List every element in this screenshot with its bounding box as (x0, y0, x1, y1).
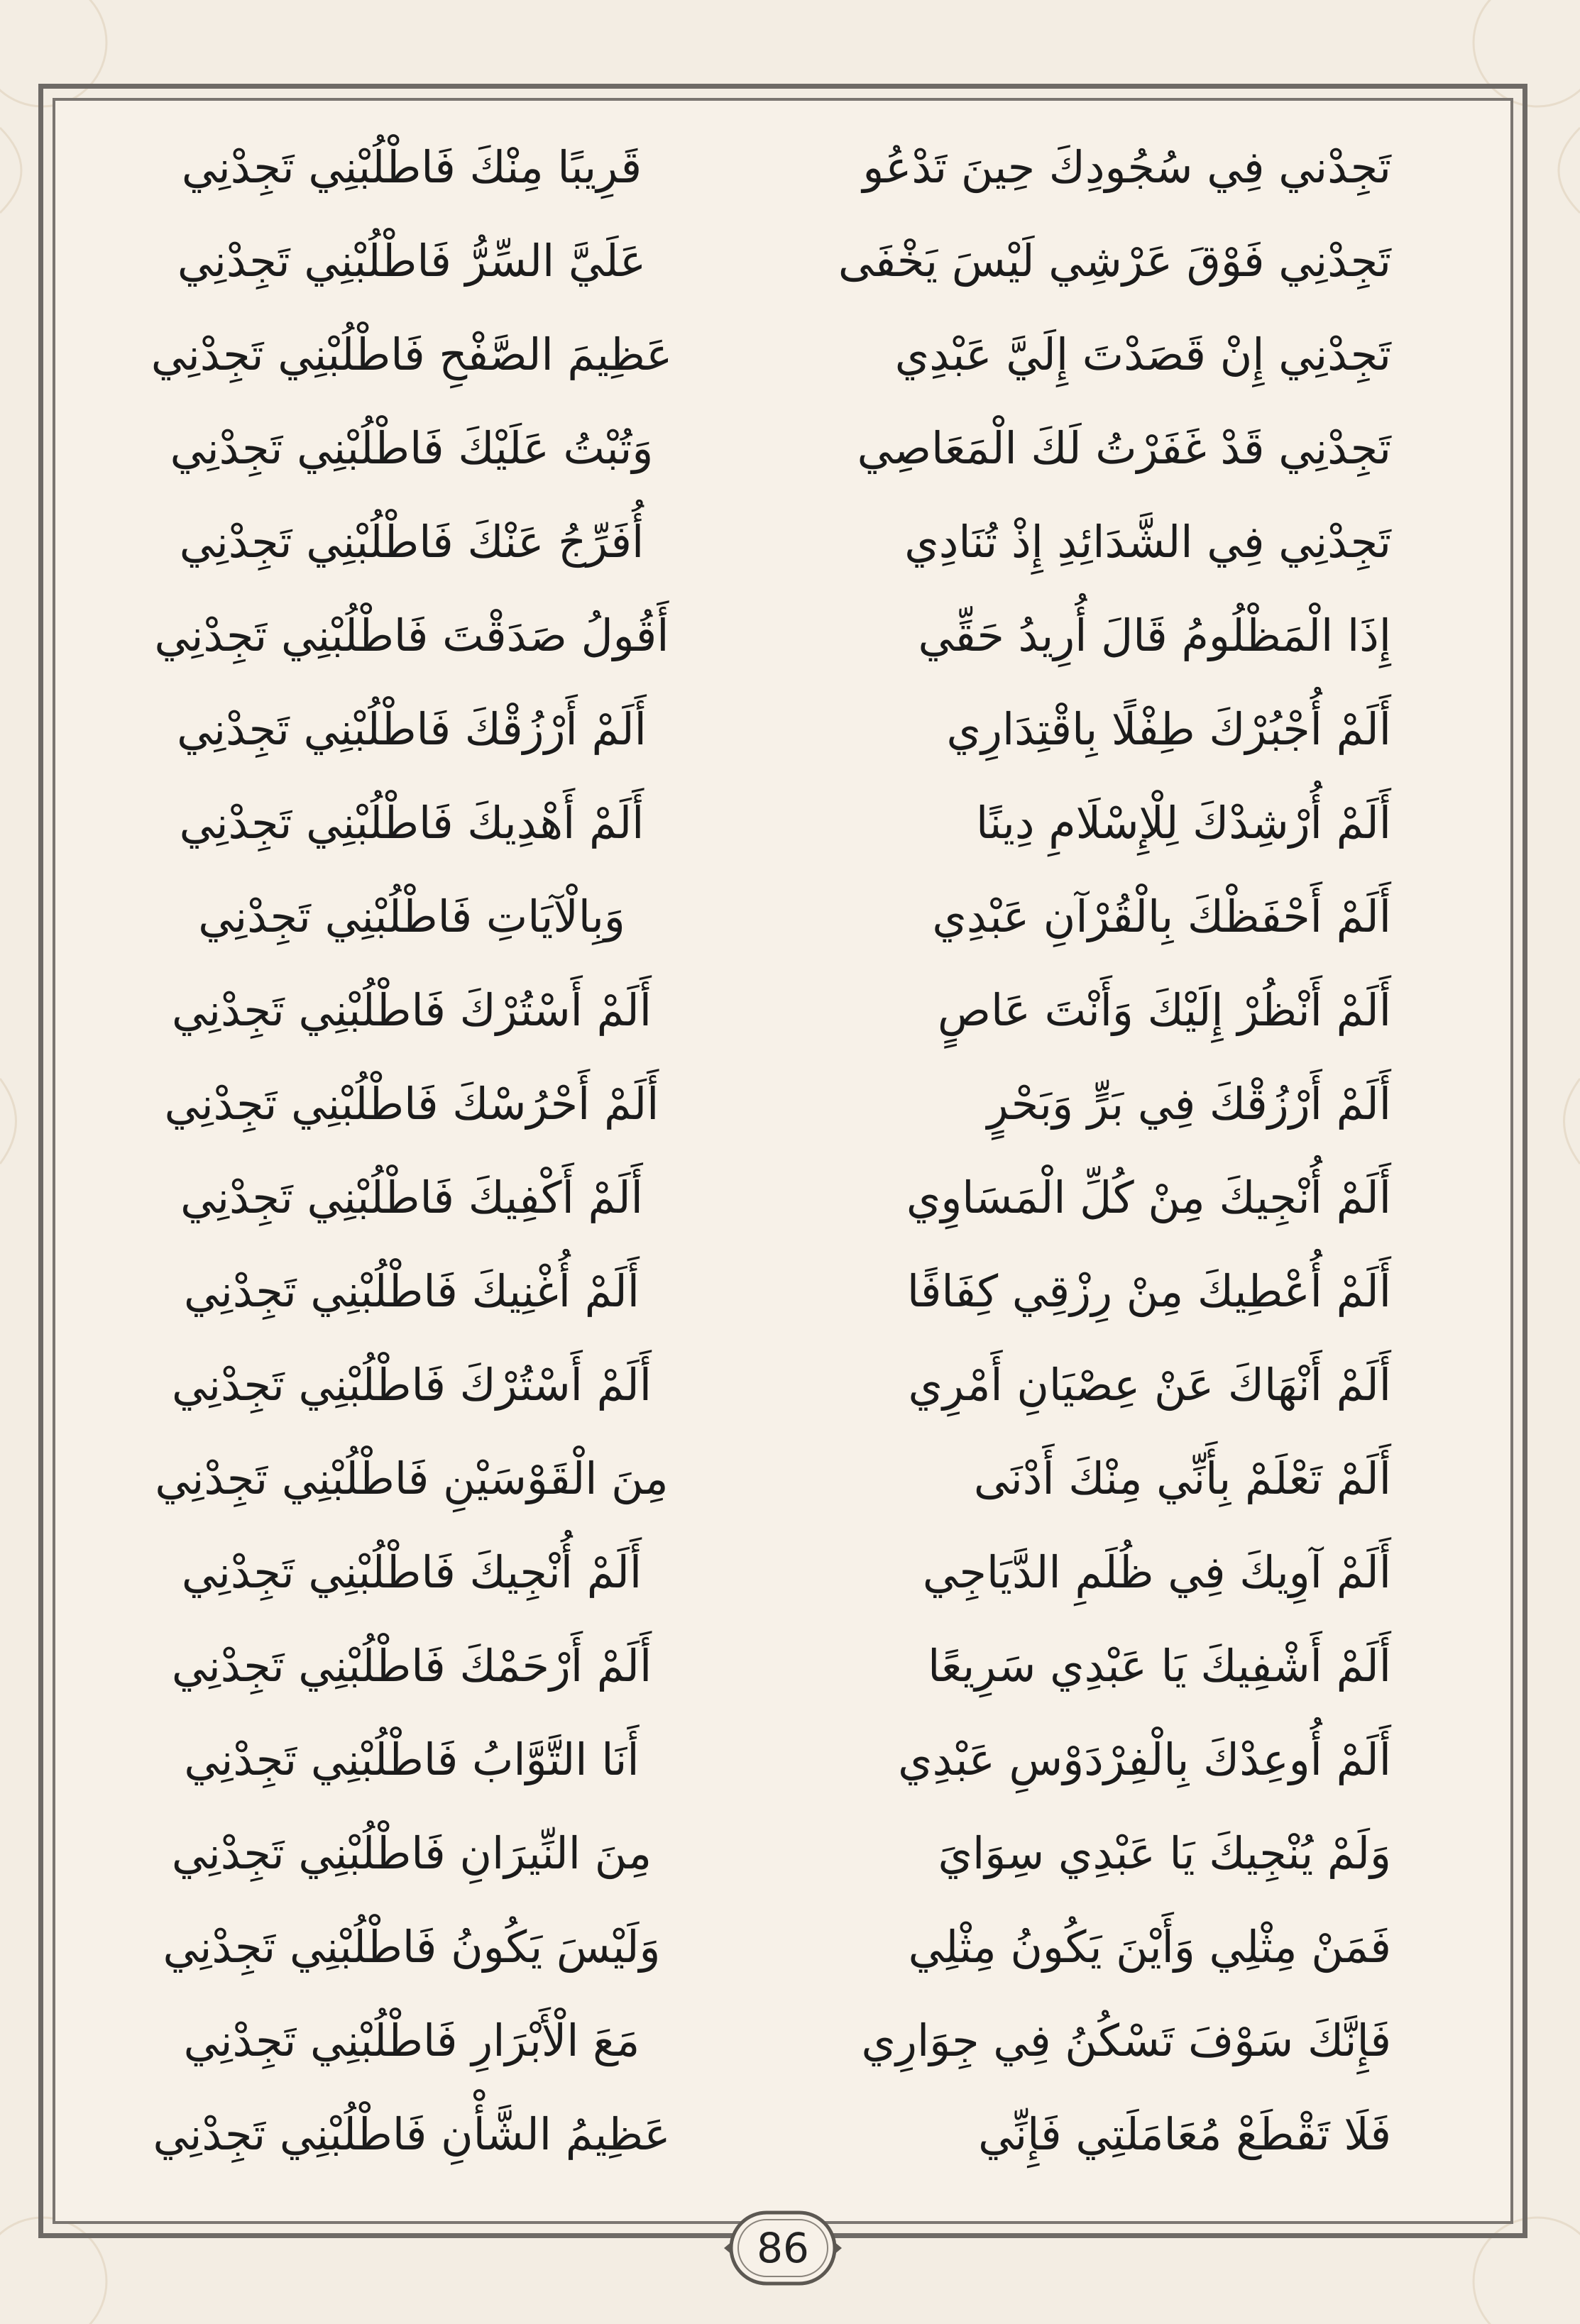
verse-second-half: أَلَمْ أَحْرُسْكَ فَاطْلُبْنِي تَجِدْنِي (164, 1078, 659, 1130)
verse-first-half: إِذَا الْمَظْلُومُ قَالَ أُرِيدُ حَقِّي (918, 610, 1391, 661)
poem-body (142, 121, 1391, 2179)
verse-row (142, 121, 1391, 214)
verse-first-half: أَلَمْ أُوعِدْكَ بِالْفِرْدَوْسِ عَبْدِي (898, 1734, 1391, 1785)
verse-row (142, 589, 1391, 683)
verse-row (142, 964, 1391, 1057)
verse-first-half: تَجِدْنِي فَوْقَ عَرْشِي لَيْسَ يَخْفَى (838, 235, 1391, 287)
verse-row (142, 870, 1391, 964)
verse-second-half: أُفَرِّجُ عَنْكَ فَاطْلُبْنِي تَجِدْنِي (179, 516, 644, 568)
verse-row (142, 308, 1391, 402)
verse-first-half: أَلَمْ أَنْظُرْ إِلَيْكَ وَأَنْتَ عَاصٍ (938, 984, 1391, 1036)
verse-first-half: تَجِدْنِي قَدْ غَفَرْتُ لَكَ الْمَعَاصِي (857, 422, 1391, 474)
page-number: 86 (757, 2224, 809, 2272)
verse-first-half: أَلَمْ آوِيكَ فِي ظُلَمِ الدَّيَاجِي (922, 1546, 1391, 1598)
verse-second-half: أَلَمْ أَرْزُقْكَ فَاطْلُبْنِي تَجِدْنِي (177, 703, 647, 755)
verse-row (142, 495, 1391, 589)
verse-second-half: عَظِيمَ الصَّفْحِ فَاطْلُبْنِي تَجِدْنِي (150, 329, 673, 380)
verse-second-half: وَبِالْآيَاتِ فَاطْلُبْنِي تَجِدْنِي (198, 891, 625, 942)
verse-first-half: أَلَمْ أُرْشِدْكَ لِلْإِسْلَامِ دِينًا (976, 797, 1391, 849)
verse-second-half: أَلَمْ أَسْتُرْكَ فَاطْلُبْنِي تَجِدْنِي (172, 1359, 652, 1411)
verse-second-half: وَتُبْتُ عَلَيْكَ فَاطْلُبْنِي تَجِدْنِي (170, 422, 654, 474)
verse-first-half: تَجِدْنِي إِنْ قَصَدْتَ إِلَيَّ عَبْدِي (894, 329, 1391, 380)
verse-row (142, 1994, 1391, 2088)
verse-first-half: وَلَمْ يُنْجِيكَ يَا عَبْدِي سِوَايَ (938, 1827, 1391, 1879)
verse-first-half: تَجِدْني فِي سُجُودِكَ حِينَ تَدْعُو (862, 141, 1391, 193)
verse-row (142, 1338, 1391, 1432)
verse-first-half: فَإِنَّكَ سَوْفَ تَسْكُنُ فِي جِوَارِي (861, 2015, 1391, 2066)
verse-first-half: أَلَمْ أَشْفِيكَ يَا عَبْدِي سَرِيعًا (928, 1640, 1391, 1692)
verse-row (142, 1151, 1391, 1245)
verse-second-half: مَعَ الْأَبْرَارِ فَاطْلُبْنِي تَجِدْنِي (183, 2015, 640, 2066)
verse-first-half: أَلَمْ أُعْطِيكَ مِنْ رِزْقِي كِفَافًا (906, 1265, 1391, 1317)
verse-first-half: أَلَمْ أَرْزُقْكَ فِي بَرٍّ وَبَحْرٍ (987, 1078, 1391, 1130)
verse-row (142, 683, 1391, 776)
verse-row (142, 1057, 1391, 1151)
verse-row (142, 776, 1391, 870)
verse-row (142, 1432, 1391, 1526)
verse-first-half: أَلَمْ أَحْفَظْكَ بِالْقُرْآنِ عَبْدِي (932, 891, 1391, 942)
verse-first-half: أَلَمْ أُجْبُرْكَ طِفْلًا بِاقْتِدَارِي (946, 703, 1391, 755)
verse-first-half: أَلَمْ أَنْهَاكَ عَنْ عِصْيَانِ أَمْرِي (908, 1359, 1391, 1411)
verse-second-half: أَنَا التَّوَّابُ فَاطْلُبْنِي تَجِدْنِي (184, 1734, 640, 1785)
verse-first-half: فَلَا تَقْطَعْ مُعَامَلَتِي فَإِنِّي (978, 2108, 1391, 2160)
verse-second-half: مِنَ النِّيرَانِ فَاطْلُبْنِي تَجِدْنِي (171, 1827, 652, 1879)
verse-second-half: أَلَمْ أَكْفِيكَ فَاطْلُبْنِي تَجِدْنِي (180, 1172, 643, 1223)
verse-second-half: أَلَمْ أُغْنِيكَ فَاطْلُبْنِي تَجِدْنِي (183, 1265, 640, 1317)
verse-first-half: أَلَمْ تَعْلَمْ بِأَنِّي مِنْكَ أَدْنَى (973, 1453, 1391, 1504)
verse-second-half: قَرِيبًا مِنْكَ فَاطْلُبْنِي تَجِدْنِي (181, 141, 642, 193)
verse-second-half: عَظِيمُ الشَّأْنِ فَاطْلُبْنِي تَجِدْنِي (153, 2108, 671, 2160)
verse-row (142, 1526, 1391, 1619)
verse-first-half: أَلَمْ أُنْجِيكَ مِنْ كُلِّ الْمَسَاوِي (906, 1172, 1391, 1223)
verse-second-half: أَلَمْ أَهْدِيكَ فَاطْلُبْنِي تَجِدْنِي (179, 797, 644, 849)
verse-second-half: مِنَ الْقَوْسَيْنِ فَاطْلُبْنِي تَجِدْنِي (155, 1453, 669, 1504)
verse-row (142, 1619, 1391, 1713)
verse-row (142, 1900, 1391, 1994)
verse-row (142, 1807, 1391, 1900)
verse-row (142, 1245, 1391, 1338)
verse-row (142, 214, 1391, 308)
verse-row (142, 2088, 1391, 2181)
verse-first-half: فَمَنْ مِثْلِي وَأَيْنَ يَكُونُ مِثْلِي (908, 1921, 1391, 1973)
verse-second-half: وَلَيْسَ يَكُونُ فَاطْلُبْنِي تَجِدْنِي (163, 1921, 661, 1973)
verse-second-half: عَلَيَّ السِّرُّ فَاطْلُبْنِي تَجِدْنِي (177, 235, 647, 287)
verse-row (142, 402, 1391, 495)
verse-second-half: أَلَمْ أُنْجِيكَ فَاطْلُبْنِي تَجِدْنِي (181, 1546, 642, 1598)
verse-second-half: أَلَمْ أَسْتُرْكَ فَاطْلُبْنِي تَجِدْنِي (172, 984, 652, 1036)
verse-first-half: تَجِدْنِي فِي الشَّدَائِدِ إِذْ تُنَادِي (904, 516, 1391, 568)
verse-second-half: أَلَمْ أَرْحَمْكَ فَاطْلُبْنِي تَجِدْنِي (171, 1640, 652, 1692)
verse-second-half: أَقُولُ صَدَقْتَ فَاطْلُبْنِي تَجِدْنِي (154, 610, 669, 661)
verse-row (142, 1713, 1391, 1807)
